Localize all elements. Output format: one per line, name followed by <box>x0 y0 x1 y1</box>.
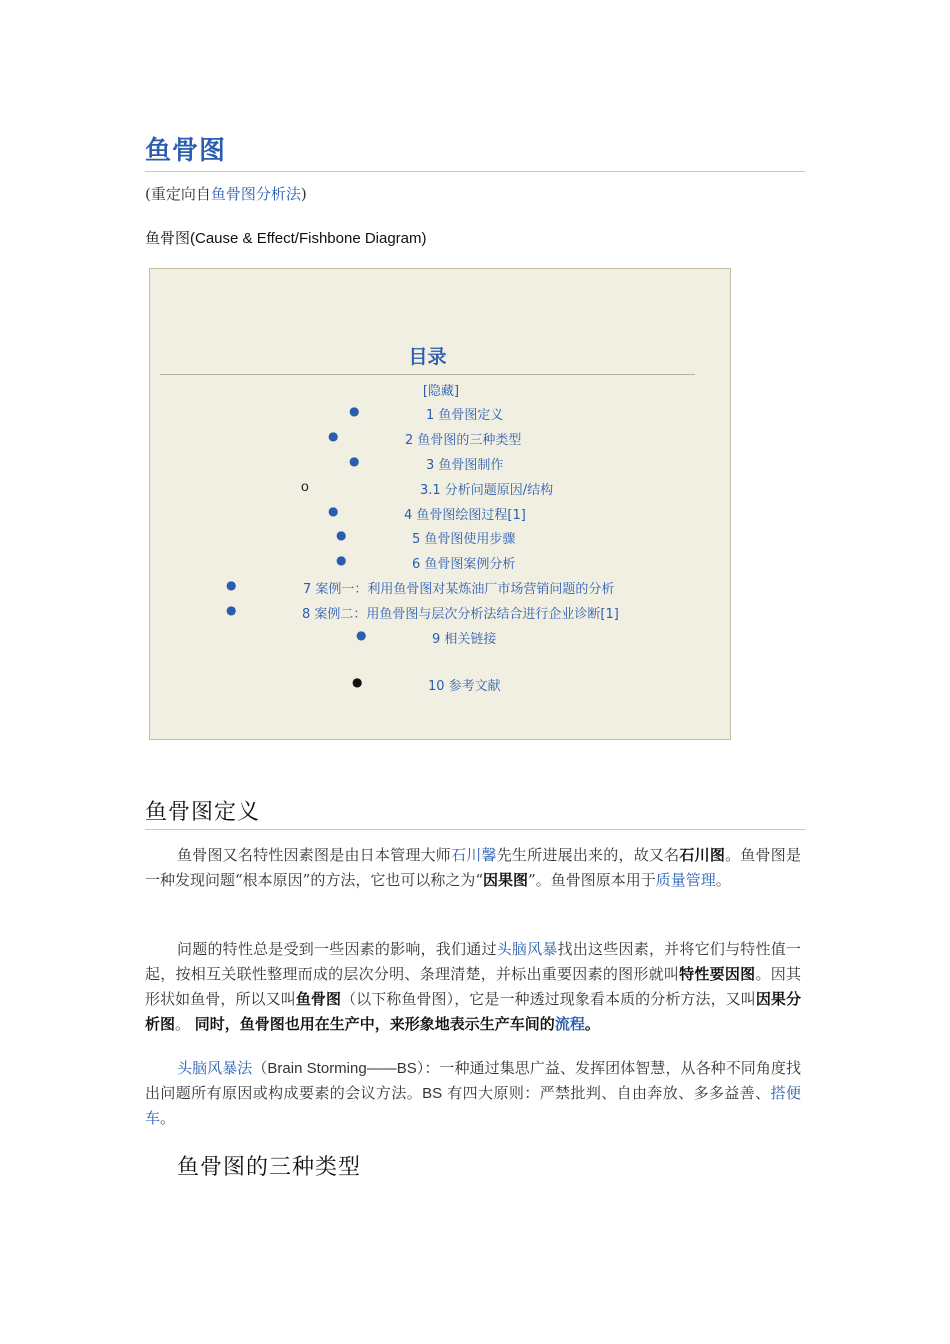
toc-item-3[interactable]: 3 鱼骨图制作 <box>426 458 504 473</box>
text-run: 。 <box>160 1109 176 1127</box>
toc-item-8[interactable]: 8 案例二：用鱼骨图与层次分析法结合进行企业诊断[1] <box>302 607 619 622</box>
toc-item-1[interactable]: 1 鱼骨图定义 <box>426 408 504 423</box>
text-run: 。 <box>715 871 731 889</box>
toc-sub-bullet-icon: o <box>301 478 309 494</box>
toc-item-9[interactable]: 9 相关链接 <box>432 632 497 647</box>
redirect-link[interactable]: 鱼骨图分析法 <box>210 185 301 203</box>
redirect-prefix: (重定向自 <box>145 185 211 203</box>
toc-bullet-icon: ● <box>356 628 367 642</box>
bold-term: 因果图 <box>483 871 529 889</box>
toc-bullet-icon: ● <box>328 429 339 443</box>
toc-item-5[interactable]: 5 鱼骨图使用步骤 <box>412 532 516 547</box>
definition-paragraph-1 <box>145 843 801 893</box>
bold-term: 鱼骨图 <box>295 990 342 1008</box>
link-bandwagon[interactable]: 搭便车 <box>145 1084 801 1127</box>
text-run: ）：一种通过集思广益、发挥团体智慧，从各种不同角度找出问题所有原因或构成要素的会议方法。 <box>145 1059 801 1102</box>
text-run: 有四大原则：严禁批判、自由奔放、多多益善、 <box>442 1084 771 1102</box>
text-run: ”。鱼骨图原本用于 <box>528 871 656 889</box>
definition-paragraph-2 <box>145 937 801 1037</box>
toc-item-2[interactable]: 2 鱼骨图的三种类型 <box>405 433 522 448</box>
subtitle-cn: 鱼骨图 <box>145 229 191 247</box>
toc-bullet-icon: ● <box>328 504 339 518</box>
redirect-suffix: ) <box>300 185 307 203</box>
text-run: 。因其形状如鱼骨，所以又叫 <box>145 965 801 1008</box>
toc-item-4[interactable]: 4 鱼骨图绘图过程[1] <box>404 508 526 523</box>
toc-bullet-icon: ● <box>352 675 363 689</box>
link-brainstorming-method[interactable]: 头脑风暴法 <box>177 1059 253 1077</box>
article-subtitle <box>145 227 427 248</box>
toc-hide-link[interactable]: [隐藏] <box>422 384 460 399</box>
page-title: 鱼骨图 <box>145 130 805 172</box>
link-ishikawa[interactable]: 石川馨 <box>451 846 497 864</box>
definition-paragraph-3 <box>145 1056 801 1131</box>
toc-bullet-icon: ● <box>226 603 237 617</box>
bold-term: 石川图 <box>679 846 726 864</box>
toc-title: 目录 <box>160 342 695 375</box>
text-run: Brain Storming——BS <box>267 1060 417 1077</box>
section-heading-three-types: 鱼骨图的三种类型 <box>177 1155 362 1180</box>
redirect-note <box>145 183 307 204</box>
link-process[interactable]: 流程 <box>554 1015 585 1033</box>
text-run: 先生所进展出来的，故又名 <box>496 846 680 864</box>
link-brainstorming[interactable]: 头脑风暴 <box>496 940 558 958</box>
toc-item-6[interactable]: 6 鱼骨图案例分析 <box>412 557 516 572</box>
text-run: 找出这些因素，并将它们与特性值一起，按相互关联性整理而成的层次分明、条理清楚，并标出重要因素的图形就叫 <box>145 940 801 983</box>
toc-bullet-icon: ● <box>349 404 360 418</box>
section-heading-definition: 鱼骨图定义 <box>145 795 805 830</box>
bold-term: 特性要因图 <box>679 965 756 983</box>
text-run: 。 <box>175 1015 195 1033</box>
table-of-contents <box>149 268 731 740</box>
bold-term: 因果分析图 <box>145 990 801 1033</box>
text-run: 鱼骨图又名特性因素图是由日本管理大师 <box>177 846 452 864</box>
text-run: （ <box>252 1059 268 1077</box>
text-run: BS <box>422 1085 443 1102</box>
subtitle-en: (Cause & Effect/Fishbone Diagram) <box>190 230 427 247</box>
bold-term: 同时，鱼骨图也用在生产中，来形象地表示生产车间的 <box>194 1015 555 1033</box>
text-run: （以下称鱼骨图），它是一种透过现象看本质的分析方法，又叫 <box>341 990 756 1008</box>
toc-bullet-icon: ● <box>349 454 360 468</box>
bold-term: 。 <box>584 1015 600 1033</box>
toc-item-3-1[interactable]: 3.1 分析问题原因/结构 <box>420 483 554 498</box>
toc-bullet-icon: ● <box>336 528 347 542</box>
toc-bullet-icon: ● <box>226 578 237 592</box>
toc-bullet-icon: ● <box>336 553 347 567</box>
text-run: 。鱼骨图是一种发现问题“根本原因”的方法，它也可以称之为“ <box>145 846 801 889</box>
text-run: 问题的特性总是受到一些因素的影响，我们通过 <box>177 940 497 958</box>
toc-item-10[interactable]: 10 参考文献 <box>428 679 501 694</box>
link-quality-management[interactable]: 质量管理 <box>655 871 716 889</box>
toc-item-7[interactable]: 7 案例一：利用鱼骨图对某炼油厂市场营销问题的分析 <box>303 582 615 597</box>
